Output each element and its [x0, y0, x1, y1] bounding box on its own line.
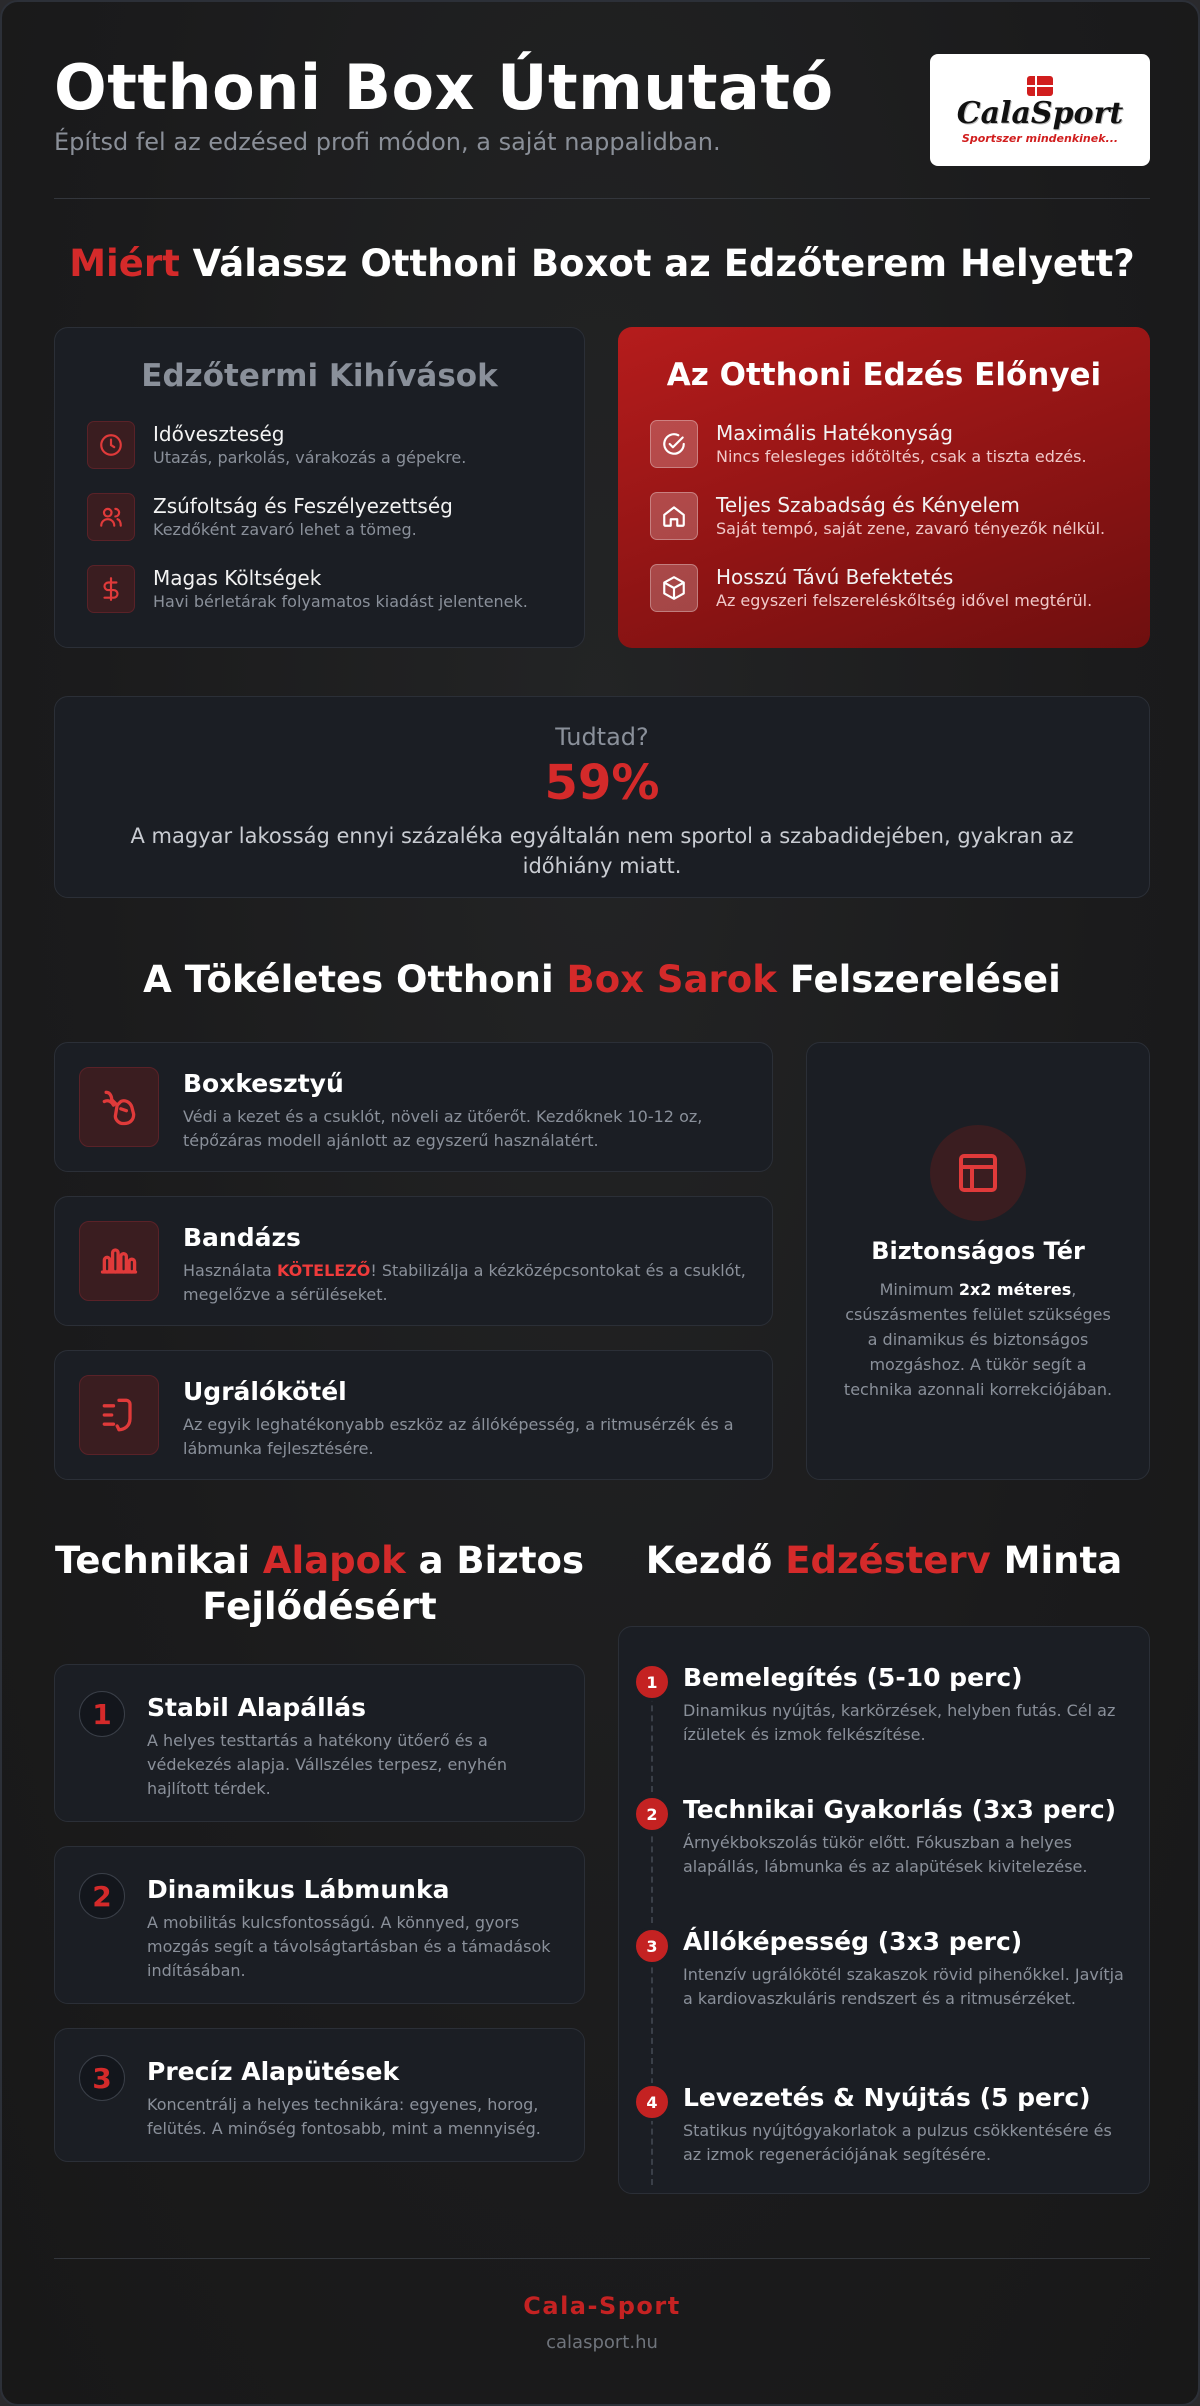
- divider: [54, 198, 1150, 199]
- equipment-title-a: A Tökéletes Otthoni: [143, 958, 567, 1001]
- equipment-item-title: Ugrálókötél: [183, 1377, 347, 1406]
- technique-title-highlight: Alapok: [262, 1539, 406, 1582]
- step-number: 1: [79, 1691, 125, 1737]
- logo-mark-icon: [1027, 76, 1053, 96]
- plan-title-highlight: Edzésterv: [785, 1539, 991, 1582]
- equipment-item-title: Boxkesztyű: [183, 1069, 344, 1098]
- step-number: 3: [633, 1927, 671, 1965]
- technique-item-desc: A mobilitás kulcsfontosságú. A könnyed, gyors mozgás segít a távolságtartásban és a támadások indításában.: [147, 1913, 551, 1980]
- stat-card: [54, 696, 1150, 898]
- safe-desc-a: Minimum: [879, 1280, 959, 1299]
- equipment-item-title: Bandázs: [183, 1223, 301, 1252]
- gym-item-title: Zsúfoltság és Feszélyezettség: [153, 494, 453, 518]
- box-icon: [650, 564, 698, 612]
- plan-step-title: Technikai Gyakorlás (3x3 perc): [683, 1795, 1117, 1824]
- technique-item: [54, 1846, 585, 2004]
- technique-item-title: Stabil Alapállás: [147, 1693, 367, 1722]
- plan-step-title: Bemelegítés (5-10 perc): [683, 1663, 1023, 1692]
- gym-item-title: Magas Költségek: [153, 566, 322, 590]
- technique-item: [54, 2028, 585, 2162]
- users-icon: [87, 493, 135, 541]
- plan-step-desc: Statikus nyújtógyakorlatok a pulzus csökkentésére és az izmok regenerációjának segítésére.: [683, 2121, 1112, 2164]
- equipment-title-b: Felszerelései: [776, 958, 1061, 1001]
- wrap-desc-b: ! Stabilizálja a kézközépcsontokat és a csuklót, megelőzve a sérüléseket.: [183, 1261, 746, 1304]
- wrap-desc-bold: KÖTELEZŐ: [276, 1261, 371, 1280]
- header: [54, 51, 1150, 166]
- step-number: 3: [79, 2055, 125, 2101]
- equipment-item-desc: Az egyik leghatékonyabb eszköz az állóképesség, a ritmusérzék és a lábmunka fejlesztésére.: [183, 1415, 734, 1458]
- training-plan-card: [618, 1626, 1150, 2194]
- glove-icon: [79, 1067, 159, 1147]
- home-item-desc: Saját tempó, saját zene, zavaró tényezők nélkül.: [716, 519, 1106, 538]
- why-section-title: [2, 242, 1200, 285]
- home-item-title: Maximális Hatékonyság: [716, 421, 953, 445]
- equipment-item-desc: [183, 1259, 752, 1307]
- home-benefits-card: [618, 327, 1150, 648]
- wrap-desc-a: Használata: [183, 1261, 277, 1280]
- technique-item-desc: A helyes testtartás a hatékony ütőerő és a védekezés alapja. Vállszéles terpesz, enyhén hajlított térdek.: [147, 1731, 508, 1798]
- check-circle-icon: [650, 420, 698, 468]
- equipment-item: [54, 1196, 773, 1326]
- plan-step-title: Levezetés & Nyújtás (5 perc): [683, 2083, 1091, 2112]
- equipment-item: [54, 1042, 773, 1172]
- layout-icon: [930, 1125, 1026, 1221]
- technique-title-b: a Biztos Fejlődésért: [202, 1539, 584, 1628]
- equipment-item: [54, 1350, 773, 1480]
- technique-item: [54, 1664, 585, 1822]
- why-title-highlight: Miért: [69, 242, 180, 285]
- home-item-title: Teljes Szabadság és Kényelem: [716, 493, 1020, 517]
- equipment-title-highlight: Box Sarok: [566, 958, 777, 1001]
- gym-challenges-card: [54, 327, 585, 648]
- safe-desc-b: , csúszásmentes felület szükséges a dinamikus és biztonságos mozgáshoz. A tükör segít a technika azonnali korrekciójában.: [843, 1280, 1113, 1399]
- equipment-section-title: [2, 958, 1200, 1001]
- gym-item-desc: Havi bérletárak folyamatos kiadást jelentenek.: [153, 592, 528, 611]
- logo-tagline: Sportszer mindenkinek...: [961, 131, 1119, 145]
- step-number: 1: [633, 1663, 671, 1701]
- gym-item-desc: Kezdőként zavaró lehet a tömeg.: [153, 520, 417, 539]
- dollar-icon: [87, 565, 135, 613]
- home-icon: [650, 492, 698, 540]
- plan-step-desc: Dinamikus nyújtás, karkörzések, helyben futás. Cél az ízületek és izmok felkészítése.: [683, 1701, 1116, 1744]
- home-item-desc: Nincs felesleges időtöltés, csak a tiszta edzés.: [716, 447, 1087, 466]
- page-title: Otthoni Box Útmutató: [54, 51, 834, 124]
- plan-step-title: Állóképesség (3x3 perc): [683, 1927, 1023, 1956]
- safe-desc-bold: 2x2 méteres: [958, 1280, 1072, 1299]
- technique-title-a: Technikai: [55, 1539, 263, 1582]
- equipment-item-desc: Védi a kezet és a csuklót, növeli az ütőerőt. Kezdőknek 10-12 oz, tépőzáras modell ajánlott az egyszerű használatért.: [183, 1107, 703, 1150]
- logo-text: CalaSport: [956, 95, 1124, 131]
- plan-step-desc: Intenzív ugrálókötél szakaszok rövid pihenőkkel. Javítja a kardiovaszkuláris rendszert és a ritmusérzéket.: [683, 1965, 1124, 2008]
- gym-item-desc: Utazás, parkolás, várakozás a gépekre.: [153, 448, 467, 467]
- home-item-desc: Az egyszeri felszereléskőltség idővel megtérül.: [716, 591, 1093, 610]
- plan-step-desc: Árnyékbokszolás tükör előtt. Fókuszban a helyes alapállás, lábmunka és az alapütések kivitelezése.: [683, 1833, 1088, 1876]
- plan-title-b: Minta: [990, 1539, 1123, 1582]
- gym-challenges-title: Edzőtermi Kihívások: [141, 358, 498, 394]
- home-item: [650, 420, 1087, 468]
- page-subtitle: Építsd fel az edzésed profi módon, a saját nappalidban.: [54, 128, 721, 156]
- gym-item: [87, 493, 453, 541]
- clock-icon: [87, 421, 135, 469]
- technique-item-desc: Koncentrálj a helyes technikára: egyenes, horog, felütés. A minőség fontosabb, mint a mennyiség.: [147, 2095, 541, 2138]
- home-benefits-title: Az Otthoni Edzés Előnyei: [666, 357, 1102, 393]
- safe-space-desc: [841, 1277, 1115, 1402]
- stat-description: A magyar lakosság ennyi százaléka egyáltalán nem sportol a szabadidejében, gyakran az időhiány miatt.: [130, 824, 1074, 878]
- step-number: 2: [633, 1795, 671, 1833]
- divider: [54, 2258, 1150, 2259]
- technique-section-title: [54, 1538, 585, 1630]
- home-item: [650, 492, 1105, 540]
- stat-value: 59%: [544, 755, 660, 811]
- step-number: 2: [79, 1873, 125, 1919]
- safe-space-title: Biztonságos Tér: [871, 1237, 1085, 1265]
- rope-icon: [79, 1375, 159, 1455]
- step-number: 4: [633, 2083, 671, 2121]
- plan-section-title: [618, 1538, 1150, 1584]
- brand-logo[interactable]: [930, 54, 1150, 166]
- plan-title-a: Kezdő: [645, 1539, 786, 1582]
- wrap-icon: [79, 1221, 159, 1301]
- why-title-rest: Válassz Otthoni Boxot az Edzőterem Helyett?: [179, 242, 1135, 285]
- home-item: [650, 564, 1092, 612]
- gym-item-title: Időveszteség: [153, 422, 285, 446]
- footer-url-link[interactable]: calasport.hu: [546, 2332, 658, 2353]
- footer-brand: Cala-Sport: [523, 2292, 681, 2320]
- stat-label: Tudtad?: [555, 723, 649, 751]
- gym-item: [87, 421, 466, 469]
- gym-item: [87, 565, 528, 613]
- technique-item-title: Precíz Alapütések: [147, 2057, 400, 2086]
- home-item-title: Hosszú Távú Befektetés: [716, 565, 954, 589]
- safe-space-card: [806, 1042, 1150, 1480]
- technique-item-title: Dinamikus Lábmunka: [147, 1875, 450, 1904]
